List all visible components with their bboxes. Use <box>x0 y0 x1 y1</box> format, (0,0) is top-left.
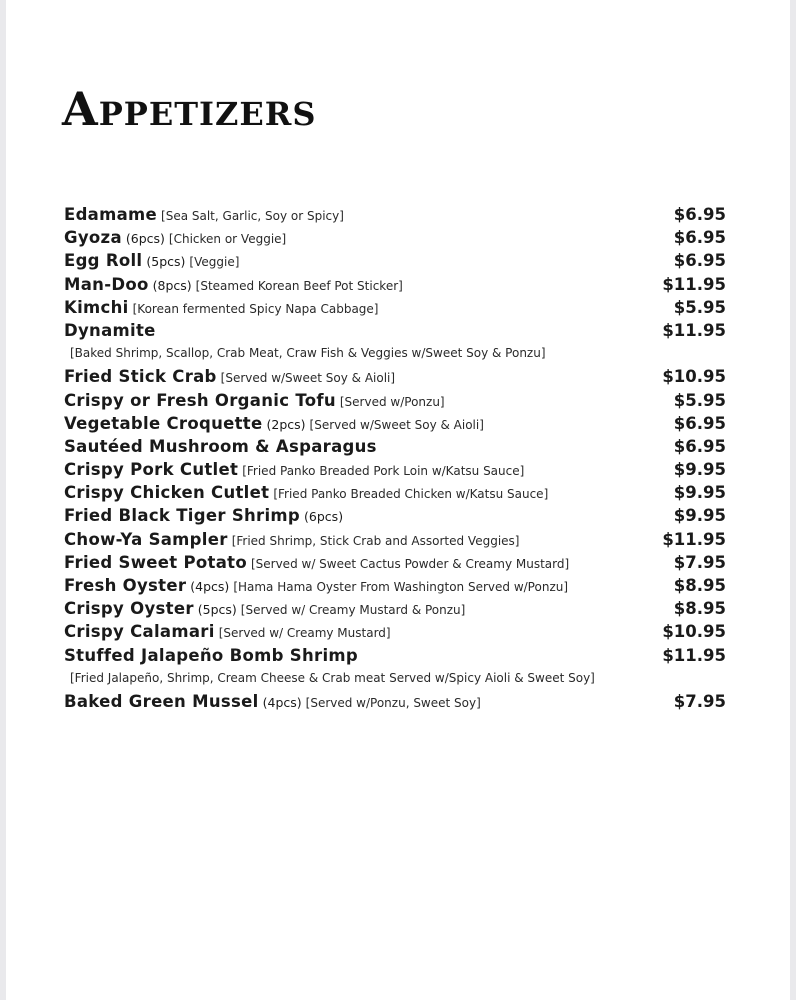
item-price: $11.95 <box>662 274 726 294</box>
menu-item <box>64 249 726 272</box>
item-description: [Served w/Sweet Soy & Aioli] <box>309 417 484 432</box>
item-name: Fried Sweet Potato <box>64 552 247 572</box>
item-name: Kimchi <box>64 297 129 317</box>
item-name: Fried Stick Crab <box>64 367 217 387</box>
item-name: Baked Green Mussel <box>64 691 259 711</box>
item-price: $9.95 <box>673 506 726 526</box>
menu-item-line <box>64 203 344 228</box>
item-price: $11.95 <box>662 320 726 340</box>
menu-item-line <box>64 481 548 506</box>
item-quantity: (4pcs) <box>262 694 302 710</box>
menu-item <box>64 597 726 620</box>
item-price: $8.95 <box>673 576 726 595</box>
item-name: Crispy Pork Cutlet <box>64 460 239 480</box>
item-price: $7.95 <box>673 552 726 572</box>
menu-item <box>64 273 726 296</box>
menu-item-line <box>64 597 465 622</box>
item-description: [Served w/ Creamy Mustard] <box>218 626 391 641</box>
item-description: [Served w/ Creamy Mustard & Ponzu] <box>240 603 466 618</box>
menu-item-line <box>64 574 568 599</box>
item-name: Gyoza <box>64 228 122 248</box>
item-description: [Fried Panko Breaded Pork Loin w/Katsu Sauce] <box>242 464 525 479</box>
item-quantity: (2pcs) <box>266 416 306 432</box>
item-price: $5.95 <box>673 390 726 410</box>
item-quantity: (6pcs) <box>125 231 165 247</box>
item-description: [Sea Salt, Garlic, Soy or Spicy] <box>161 209 344 223</box>
item-name: Man-Doo <box>64 274 149 294</box>
item-price: $6.95 <box>673 413 726 433</box>
menu-item <box>64 551 726 574</box>
menu-item <box>64 574 726 597</box>
item-quantity: (8pcs) <box>152 277 192 293</box>
menu-item-line <box>64 296 378 321</box>
menu-item-line <box>64 389 445 414</box>
menu-item <box>64 481 726 504</box>
menu-item-line <box>64 226 286 251</box>
item-name: Fried Black Tiger Shrimp <box>64 506 301 526</box>
item-name: Crispy Chicken Cutlet <box>64 483 270 503</box>
menu-item-line <box>64 412 484 437</box>
menu-item <box>64 644 726 667</box>
item-description: [Fried Panko Breaded Chicken w/Katsu Sauce] <box>273 487 549 502</box>
menu-item-line <box>64 249 239 274</box>
item-description: [Fried Jalapeño, Shrimp, Cream Cheese & Crab meat Served w/Spicy Aioli & Sweet Soy] <box>70 670 595 685</box>
item-description: [Korean fermented Spicy Napa Cabbage] <box>132 301 379 316</box>
item-price: $6.95 <box>673 205 726 224</box>
menu-item <box>64 458 726 481</box>
menu-item <box>64 389 726 412</box>
menu-item-line <box>64 504 343 528</box>
item-price: $5.95 <box>673 297 726 317</box>
menu-item <box>64 504 726 527</box>
item-name: Crispy Oyster <box>64 599 194 619</box>
menu-item <box>64 690 726 713</box>
menu-item-line <box>64 319 156 342</box>
item-description: [Baked Shrimp, Scallop, Crab Meat, Craw Fish & Veggies w/Sweet Soy & Ponzu] <box>70 346 546 361</box>
menu-item-line <box>64 551 569 576</box>
item-price: $10.95 <box>662 367 726 387</box>
item-description: [Hama Hama Oyster From Washington Served w/Ponzu] <box>233 580 569 594</box>
item-price: $11.95 <box>662 529 726 549</box>
item-description: [Veggie] <box>189 255 240 270</box>
item-name: Sautéed Mushroom & Asparagus <box>64 436 377 456</box>
menu-item-line <box>64 644 358 667</box>
menu-item <box>64 365 726 388</box>
menu-item-line <box>64 458 524 483</box>
menu-item-line <box>64 365 395 390</box>
menu-item-line <box>64 528 519 553</box>
item-quantity: (5pcs) <box>197 602 237 618</box>
item-description: [Served w/ Sweet Cactus Powder & Creamy Mustard] <box>250 556 570 571</box>
menu-item <box>64 226 726 249</box>
page-title: Appetizers <box>62 82 317 136</box>
item-name: Edamame <box>64 205 158 224</box>
item-description: [Served w/Ponzu] <box>339 394 445 409</box>
menu-page <box>6 0 790 1000</box>
item-name: Stuffed Jalapeño Bomb Shrimp <box>64 645 358 665</box>
item-price: $6.95 <box>673 251 726 271</box>
item-quantity: (5pcs) <box>146 254 186 270</box>
menu-item-line <box>64 435 377 458</box>
appetizer-list <box>64 203 726 713</box>
menu-item-line <box>64 690 481 715</box>
item-name: Crispy Calamari <box>64 622 215 642</box>
menu-item-line <box>64 620 391 645</box>
item-price: $11.95 <box>662 645 726 665</box>
item-description: [Steamed Korean Beef Pot Sticker] <box>195 278 403 293</box>
item-price: $7.95 <box>673 691 726 711</box>
item-name: Vegetable Croquette <box>64 413 263 433</box>
item-price: $9.95 <box>673 483 726 503</box>
menu-item <box>64 296 726 319</box>
item-name: Crispy or Fresh Organic Tofu <box>64 390 336 410</box>
item-description: [Fried Shrimp, Stick Crab and Assorted Veggies] <box>231 533 520 548</box>
menu-item <box>64 620 726 643</box>
item-price: $8.95 <box>673 599 726 619</box>
item-price: $6.95 <box>673 228 726 248</box>
item-price: $6.95 <box>673 436 726 456</box>
item-price: $9.95 <box>673 460 726 480</box>
menu-item <box>64 435 726 458</box>
item-quantity: (6pcs) <box>304 509 344 525</box>
menu-item <box>64 412 726 435</box>
item-price: $10.95 <box>662 622 726 642</box>
item-name: Chow-Ya Sampler <box>64 529 228 549</box>
item-description: [Served w/Ponzu, Sweet Soy] <box>305 695 481 710</box>
menu-item <box>64 319 726 342</box>
menu-item-line <box>64 273 403 298</box>
item-name: Dynamite <box>64 320 156 340</box>
menu-item <box>64 203 726 226</box>
item-description: [Chicken or Veggie] <box>168 232 287 247</box>
item-name: Egg Roll <box>64 251 143 271</box>
menu-item <box>64 528 726 551</box>
item-description: [Served w/Sweet Soy & Aioli] <box>220 371 396 386</box>
item-name: Fresh Oyster <box>64 576 187 595</box>
item-quantity: (4pcs) <box>190 579 230 594</box>
